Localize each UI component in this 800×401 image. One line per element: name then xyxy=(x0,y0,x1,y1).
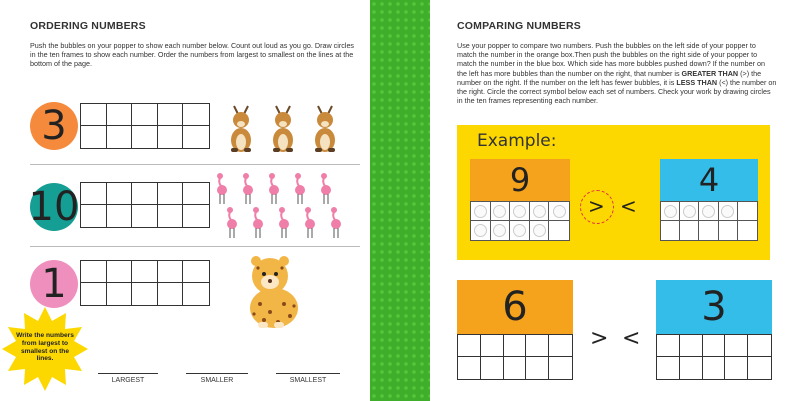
comparing-instructions: Use your popper to compare two numbers. Push the bubbles on the left side of your popper to match the number in the orange box.Then push the bubbles on the right side of your popper to match the number in the blue box. Which side has more bubbles pushed down? If the number on the left has more bubbles than the number on the right, that number is GREATER THAN (>) the number on the right. If the number on the left has fewer bubbles, it is LESS THAN (<) the number on the right. Circle the correct symbol below each set of numbers. Check your work by drawing circles in the ten frames representing each number. xyxy=(457,41,777,106)
exercise-left-number-box xyxy=(457,280,573,334)
flamingo-icon xyxy=(331,207,341,238)
answer-line-smaller[interactable] xyxy=(186,373,248,374)
exercise-right-ten-frame[interactable] xyxy=(656,334,772,380)
book-spine xyxy=(370,0,430,401)
answer-line-smallest[interactable] xyxy=(276,373,340,374)
flamingo-icon xyxy=(305,207,315,238)
number-label: 3 xyxy=(41,103,67,149)
example-title: Example: xyxy=(477,131,557,151)
flamingo-icon xyxy=(279,207,289,238)
row-divider xyxy=(30,246,360,247)
example-left-number-box xyxy=(470,159,570,201)
antelope-icon xyxy=(273,106,293,152)
ten-frame[interactable] xyxy=(80,182,210,228)
row-divider xyxy=(30,164,360,165)
antelope-group-icon xyxy=(226,100,344,154)
ordering-instructions: Push the bubbles on your popper to show each number below. Count out loud as you go. Draw circles in the ten frames to show each number. Order the numbers from largest to smallest on the lines at the bottom of the page. xyxy=(30,41,355,69)
example-left-bubble-frame xyxy=(470,201,570,241)
antelope-icon xyxy=(315,106,335,152)
flamingo-group-icon xyxy=(212,170,348,242)
exercise-left-ten-frame[interactable] xyxy=(457,334,573,380)
right-page xyxy=(430,0,800,401)
example-right-number-box xyxy=(660,159,758,201)
flamingo-icon xyxy=(253,207,263,238)
answer-label-smallest: SMALLEST xyxy=(289,377,327,384)
example-greater-than-symbol: > xyxy=(588,194,605,218)
example-less-than-symbol: < xyxy=(620,194,637,218)
example-right-bubble-frame xyxy=(660,201,758,241)
ordering-numbers-title: ORDERING NUMBERS xyxy=(30,20,146,32)
example-left-number: 9 xyxy=(509,161,531,199)
exercise-right-number: 3 xyxy=(701,284,727,330)
exercise-less-than-symbol[interactable]: < xyxy=(622,326,641,351)
number-circle-1 xyxy=(30,260,78,308)
flamingo-icon xyxy=(321,173,331,204)
left-page xyxy=(0,0,370,401)
number-label: 1 xyxy=(41,261,67,307)
flamingo-icon xyxy=(243,173,253,204)
number-label: 10 xyxy=(28,184,80,230)
number-circle-10 xyxy=(30,183,78,231)
ten-frame[interactable] xyxy=(80,260,210,306)
leopard-icon xyxy=(240,254,306,330)
antelope-icon xyxy=(231,106,251,152)
example-right-number: 4 xyxy=(698,161,720,199)
number-circle-3 xyxy=(30,102,78,150)
exercise-greater-than-symbol[interactable]: > xyxy=(590,326,609,351)
flamingo-icon xyxy=(227,207,237,238)
exercise-left-number: 6 xyxy=(502,284,528,330)
answer-label-largest: LARGEST xyxy=(111,377,145,384)
flamingo-icon xyxy=(217,173,227,204)
ten-frame[interactable] xyxy=(80,103,210,149)
answer-label-smaller: SMALLER xyxy=(200,377,234,384)
exercise-right-number-box xyxy=(656,280,772,334)
answer-line-largest[interactable] xyxy=(98,373,158,374)
flamingo-icon xyxy=(295,173,305,204)
flamingo-icon xyxy=(269,173,279,204)
starburst-text: Write the numbers from largest to smallest on the lines. xyxy=(16,332,74,363)
comparing-numbers-title: COMPARING NUMBERS xyxy=(457,20,581,32)
